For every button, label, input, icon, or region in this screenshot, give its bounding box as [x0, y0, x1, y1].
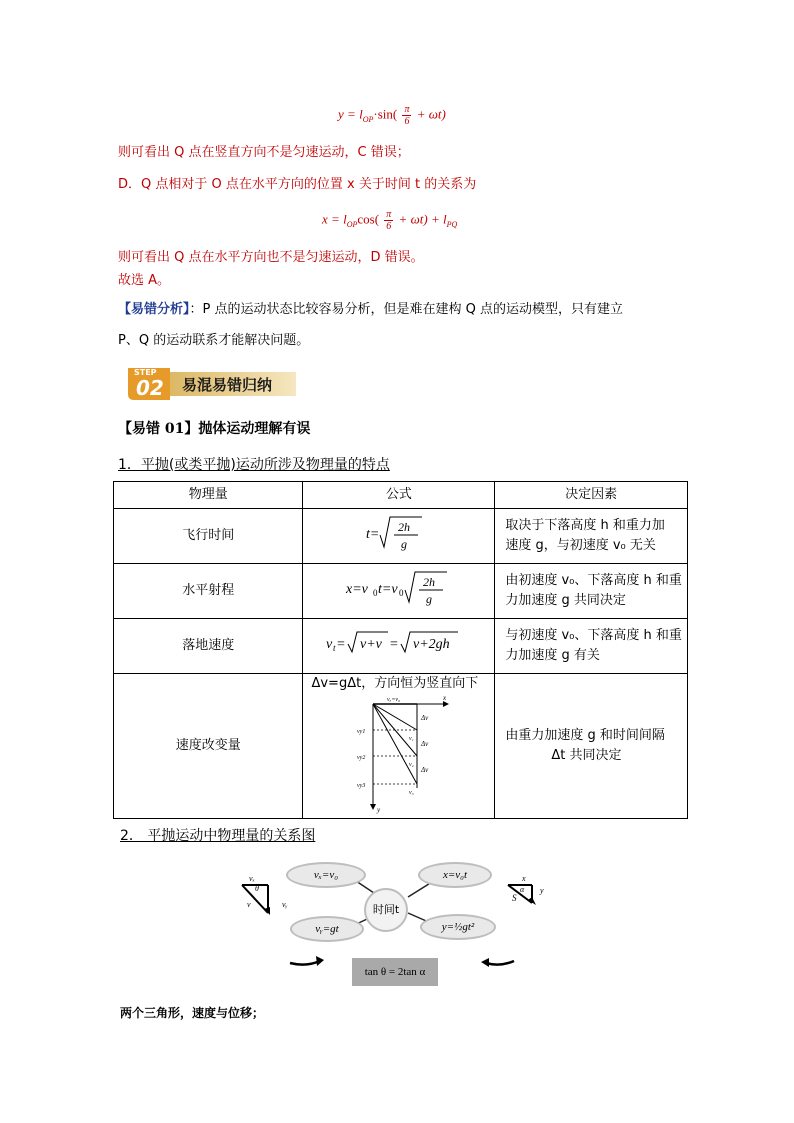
svg-text:=: =	[389, 636, 398, 652]
formula-y-num: π	[404, 104, 410, 115]
label-dv: Δv	[421, 714, 429, 722]
formula-y-fn: ·sin(	[373, 106, 398, 122]
table-cell-formula	[303, 509, 495, 564]
section-title: 【易错 01】抛体运动理解有误	[118, 421, 311, 437]
formula-x-fn: cos(	[357, 211, 380, 227]
step-title: 易混易错归纳	[182, 376, 273, 394]
left-tri-vx: vₓ	[249, 874, 255, 883]
step-badge	[126, 366, 296, 402]
table-cell-factor	[495, 674, 688, 819]
table-cell-name: 飞行时间	[114, 509, 303, 564]
formula-y-den: 6	[404, 116, 410, 127]
analysis-line-1	[118, 301, 623, 319]
label-vy1: vy1	[357, 729, 366, 735]
text-line-3: 则可看出 Q 点在水平方向也不是匀速运动，D 错误。	[118, 250, 424, 265]
factor-line: 由初速度 v₀、下落高度 h 和重	[505, 573, 682, 588]
label-v3: v₃	[409, 790, 415, 796]
table-row	[114, 509, 688, 564]
formula-y-frac	[402, 104, 411, 127]
label-x-axis: x	[443, 696, 447, 702]
table-cell-name: 落地速度	[114, 619, 303, 674]
formula-x-den: 6	[386, 221, 392, 232]
svg-text:v+2gh: v+2gh	[412, 636, 450, 652]
label-y-axis: y	[377, 806, 381, 814]
svg-text:2h: 2h	[397, 519, 410, 534]
svg-text:=: =	[336, 636, 345, 652]
label-dv: Δv	[421, 740, 429, 748]
formula-delta-v: Δv=gΔt，方向恒为竖直向下	[311, 676, 479, 691]
formula-y-sub: OP	[362, 115, 374, 125]
formula-y-eq: =	[347, 106, 356, 122]
footer-text: 两个三角形，速度与位移；	[120, 1006, 265, 1020]
subhead-1: 1．平抛(或类平抛)运动所涉及物理量的特点	[118, 457, 390, 473]
formula-x-sub: OP	[346, 220, 358, 230]
right-tri-x: x	[522, 874, 526, 883]
text-line-4: 故选 A。	[118, 273, 171, 288]
text-line-2: D．Q 点相对于 O 点在水平方向的位置 x 关于时间 t 的关系为	[118, 177, 477, 192]
formula-x-lhs: x	[322, 211, 328, 227]
step-number: 02	[136, 376, 164, 400]
svg-text:0: 0	[372, 587, 378, 598]
label-v1: v₁	[409, 736, 415, 742]
table-row	[114, 564, 688, 619]
table-cell-factor	[495, 619, 688, 674]
label-vx: vₓ=v₀	[387, 697, 401, 703]
equation-box: tan θ = 2tan α	[352, 958, 438, 986]
right-tri-y: y	[540, 886, 544, 895]
table-row	[114, 619, 688, 674]
table-header: 物理量	[114, 482, 303, 509]
text-line-1: 则可看出 Q 点在竖直方向不是匀速运动，C 错误；	[118, 145, 410, 160]
svg-text:t: t	[332, 642, 336, 653]
formula-y-lhs: y	[338, 106, 344, 122]
table-cell-name: 速度改变量	[114, 674, 303, 819]
formula-x-tail: + ωt) + l	[398, 211, 447, 227]
node-x: x=v₀t	[418, 862, 492, 888]
left-tri-vy: vᵧ	[282, 900, 288, 909]
factor-line: 速度 g，与初速度 v₀ 无关	[505, 538, 656, 553]
formula-range	[344, 566, 454, 610]
table-cell-formula	[303, 674, 495, 819]
factor-line: 力加速度 g 共同决定	[505, 593, 626, 608]
step-label: STEP	[134, 368, 157, 377]
node-center-time: 时间t	[364, 888, 408, 932]
table-cell-factor	[495, 509, 688, 564]
svg-text:t=: t=	[365, 526, 380, 542]
formula-y-l: l	[359, 106, 363, 122]
table-header: 公式	[303, 482, 495, 509]
physics-table	[113, 481, 688, 819]
factor-line: 力加速度 g 有关	[505, 648, 600, 663]
label-vy2: vy2	[357, 755, 366, 761]
formula-x-num: π	[386, 209, 392, 220]
formula-x	[322, 209, 457, 232]
table-cell-formula	[303, 619, 495, 674]
node-vy: vᵧ=gt	[290, 916, 364, 942]
node-y: y=½gt²	[420, 914, 496, 940]
table-cell-name: 水平射程	[114, 564, 303, 619]
label-vy3: vy3	[357, 783, 366, 789]
formula-x-sub2: PQ	[446, 220, 458, 230]
table-cell-factor	[495, 564, 688, 619]
analysis-line-2: P、Q 的运动联系才能解决问题。	[118, 333, 310, 348]
left-tri-theta: θ	[255, 884, 259, 893]
subhead-2: 2． 平抛运动中物理量的关系图	[120, 828, 316, 844]
formula-time	[364, 511, 434, 555]
right-tri-alpha: α	[520, 885, 525, 894]
factor-line: 由重力加速度 g 和时间间隔	[505, 728, 665, 743]
analysis-text-1: ：P 点的运动状态比较容易分析，但是难在建构 Q 点的运动模型，只有建立	[189, 302, 623, 317]
analysis-label: 【易错分析】	[118, 302, 190, 317]
label-v2: v₂	[409, 762, 415, 768]
svg-text:g: g	[400, 536, 407, 551]
velocity-change-diagram	[353, 696, 453, 814]
label-dv: Δv	[421, 766, 429, 774]
svg-text:2h: 2h	[422, 574, 435, 589]
formula-x-frac	[384, 209, 393, 232]
formula-y	[338, 104, 446, 127]
svg-text:t=v: t=v	[377, 581, 398, 597]
svg-text:g: g	[425, 591, 432, 606]
table-header: 决定因素	[495, 482, 688, 509]
svg-text:v+v: v+v	[359, 636, 382, 652]
table-row	[114, 674, 688, 819]
left-tri-v: v	[247, 900, 251, 909]
factor-line: 取决于下落高度 h 和重力加	[505, 518, 665, 533]
formula-x-eq: =	[331, 211, 340, 227]
svg-text:v: v	[325, 636, 333, 652]
formula-x-l: l	[343, 211, 347, 227]
right-tri-s: S	[512, 893, 517, 903]
svg-text:x=v: x=v	[345, 581, 368, 597]
table-cell-formula	[303, 564, 495, 619]
formula-velocity	[324, 628, 474, 658]
svg-text:0: 0	[398, 587, 404, 598]
factor-line: 与初速度 v₀、下落高度 h 和重	[505, 628, 682, 643]
formula-y-tail: + ωt)	[416, 106, 446, 122]
node-vx: vₓ=v₀	[286, 862, 366, 888]
factor-line: Δt 共同决定	[551, 748, 622, 763]
table-header-row	[114, 482, 688, 509]
